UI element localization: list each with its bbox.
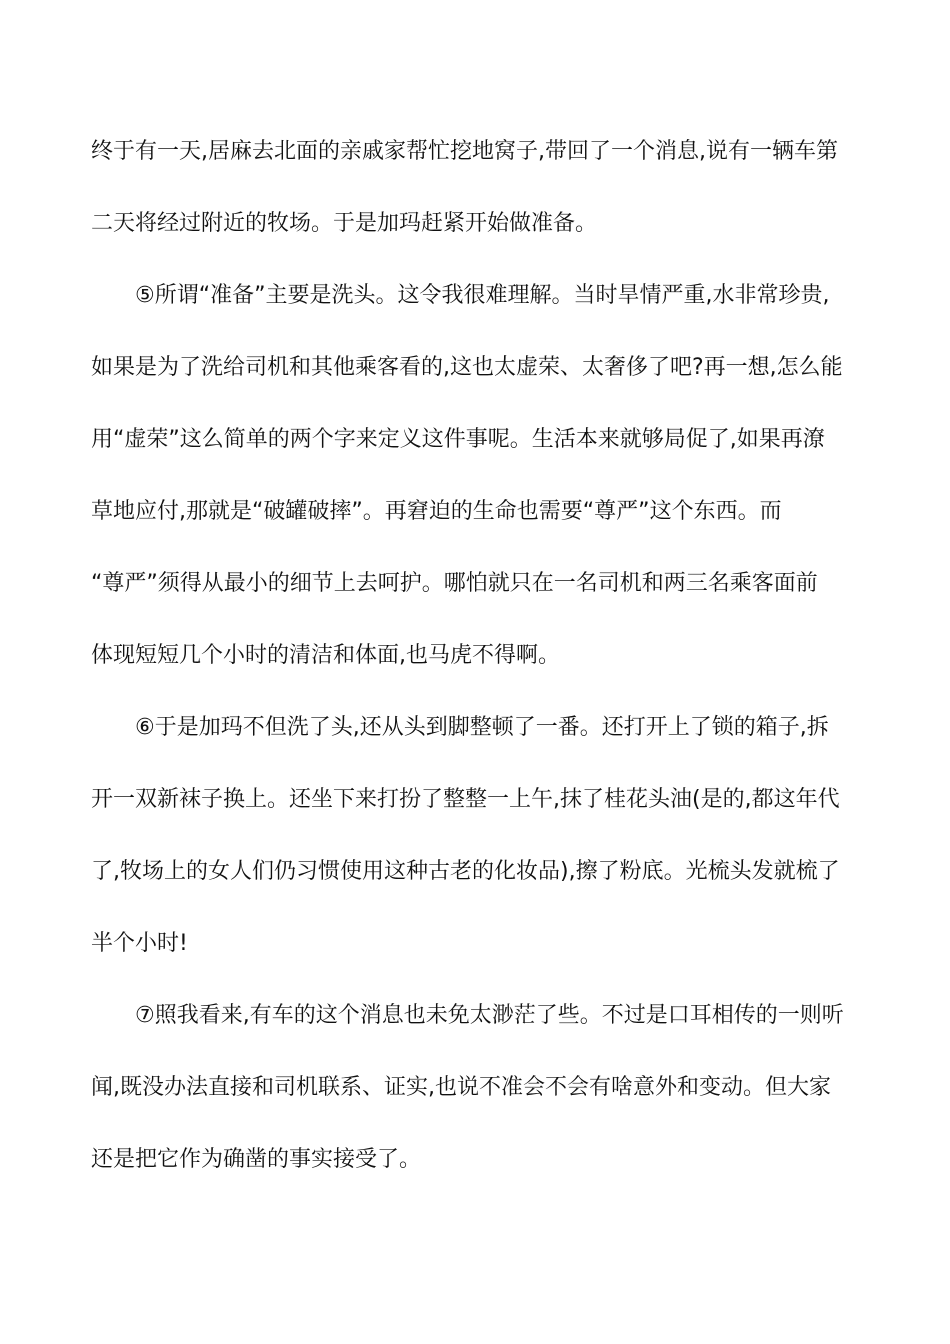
text-line: 草地应付,那就是“破罐破摔”。再窘迫的生命也需要“尊严”这个东西。而	[91, 499, 782, 524]
text-line: 二天将经过附近的牧场。于是加玛赶紧开始做准备。	[91, 211, 598, 236]
text-line: 还是把它作为确凿的事实接受了。	[91, 1147, 422, 1172]
text-line: 用“虚荣”这么简单的两个字来定义这件事呢。生活本来就够局促了,如果再潦	[91, 427, 825, 452]
paragraph-6-start: ⑥于是加玛不但洗了头,还从头到脚整顿了一番。还打开上了锁的箱子,拆	[135, 715, 829, 740]
text-line: 如果是为了洗给司机和其他乘客看的,这也太虚荣、太奢侈了吧?再一想,怎么能	[91, 355, 843, 380]
text-line: 终于有一天,居麻去北面的亲戚家帮忙挖地窝子,带回了一个消息,说有一辆车第	[91, 139, 838, 164]
paragraph-7-start: ⑦照我看来,有车的这个消息也未免太渺茫了些。不过是口耳相传的一则听	[135, 1003, 844, 1028]
text-line: “尊严”须得从最小的细节上去呵护。哪怕就只在一名司机和两三名乘客面前	[91, 571, 818, 596]
text-line: 开一双新袜子换上。还坐下来打扮了整整一上午,抹了桂花头油(是的,都这年代	[91, 787, 840, 812]
paragraph-5-start: ⑤所谓“准备”主要是洗头。这令我很难理解。当时旱情严重,水非常珍贵,	[135, 283, 830, 308]
text-line: 闻,既没办法直接和司机联系、证实,也说不准会不会有啥意外和变动。但大家	[91, 1075, 831, 1100]
text-line: 体现短短几个小时的清洁和体面,也马虎不得啊。	[91, 643, 560, 668]
text-line: 了,牧场上的女人们仍习惯使用这种古老的化妆品),擦了粉底。光梳头发就梳了	[91, 859, 840, 884]
text-line: 半个小时!	[91, 931, 188, 956]
